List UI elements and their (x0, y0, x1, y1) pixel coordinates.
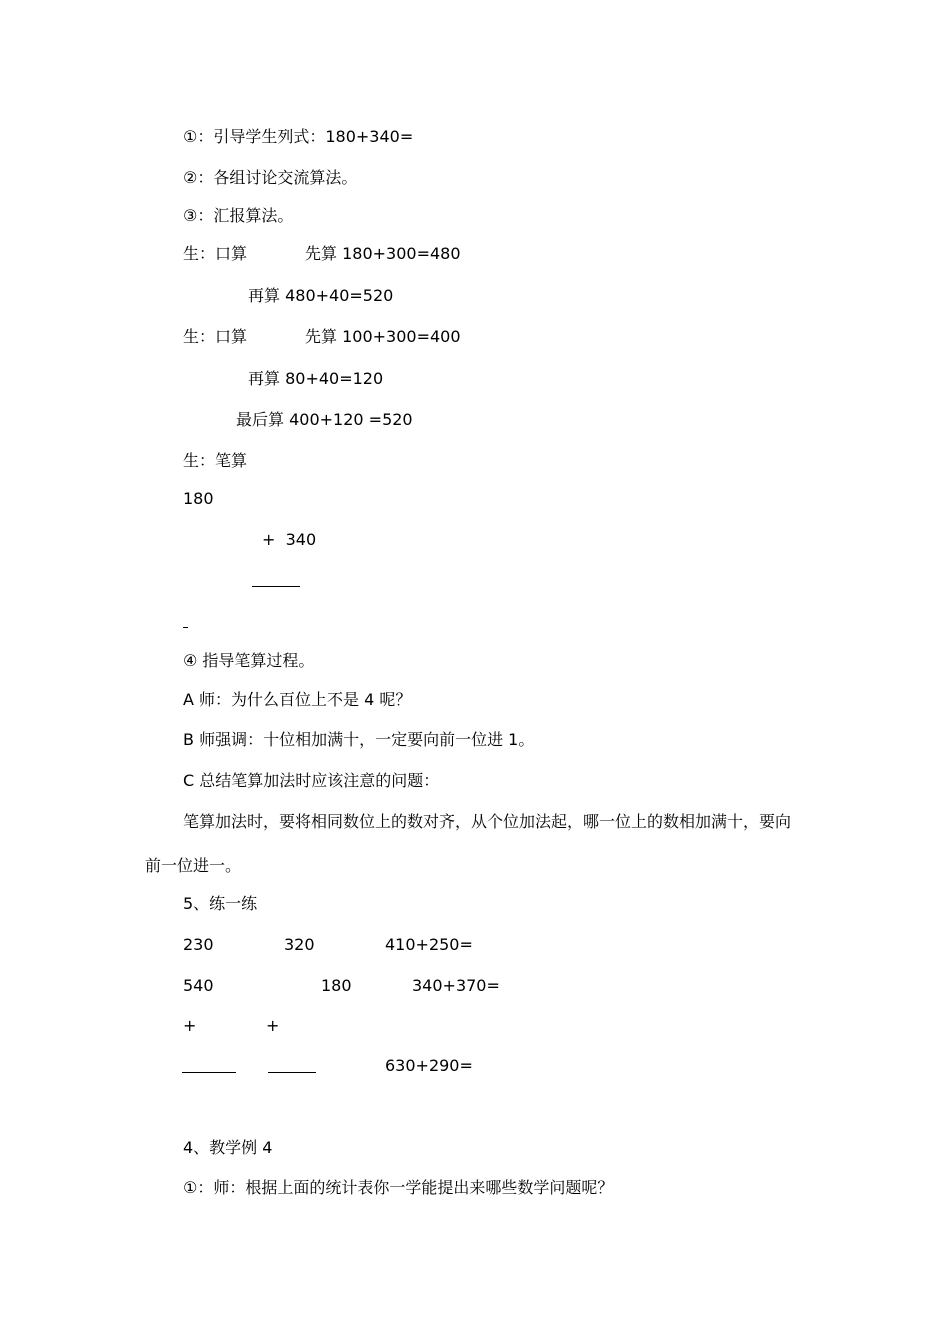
practice-heading: 5、练一练 (183, 894, 258, 913)
example-4-question: ①：师：根据上面的统计表你一学能提出来哪些数学问题呢？ (183, 1178, 614, 1197)
practice-number-320: 320 (284, 935, 315, 954)
question-a: A 师：为什么百位上不是 4 呢？ (183, 690, 412, 709)
practice-number-180: 180 (321, 976, 352, 995)
rule-paragraph-line-1: 笔算加法时，要将相同数位上的数对齐，从个位加法起，哪一位上的数相加满十，要向 (183, 812, 792, 831)
practice-plus-1: + (183, 1016, 197, 1035)
first-calc-2: 先算 100+300=400 (305, 327, 461, 346)
practice-number-230: 230 (183, 935, 214, 954)
student-written-label: 生：笔算 (183, 451, 248, 470)
step-3-text: ③：汇报算法。 (183, 206, 294, 225)
rule-paragraph-line-2: 前一位进一。 (145, 856, 242, 875)
step-1-text: ①：引导学生列式：180+340= (183, 127, 414, 146)
practice-equation-2: 340+370= (412, 976, 500, 995)
written-top-number: 180 (183, 489, 214, 508)
step-4-text: ④ 指导笔算过程。 (183, 651, 315, 670)
short-mark-line (183, 627, 188, 628)
practice-sum-line-2 (268, 1072, 316, 1073)
practice-equation-1: 410+250= (385, 935, 473, 954)
summary-c: C 总结笔算加法时应该注意的问题： (183, 771, 440, 790)
practice-plus-2: + (266, 1016, 280, 1035)
example-4-heading: 4、教学例 4 (183, 1138, 273, 1157)
then-calc-2: 再算 80+40=120 (248, 369, 384, 388)
then-calc-1: 再算 480+40=520 (248, 286, 394, 305)
first-calc-1: 先算 180+300=480 (305, 244, 461, 263)
practice-sum-line-1 (182, 1072, 236, 1073)
practice-equation-3: 630+290= (385, 1056, 473, 1075)
student-oral-label-2: 生：口算 (183, 327, 248, 346)
written-addend: + 340 (262, 530, 317, 549)
emphasis-b: B 师强调：十位相加满十，一定要向前一位进 1。 (183, 730, 535, 749)
final-calc: 最后算 400+120 =520 (236, 410, 413, 429)
student-oral-label-1: 生：口算 (183, 244, 248, 263)
step-2-text: ②：各组讨论交流算法。 (183, 168, 358, 187)
written-sum-line (252, 586, 300, 587)
practice-number-540: 540 (183, 976, 214, 995)
